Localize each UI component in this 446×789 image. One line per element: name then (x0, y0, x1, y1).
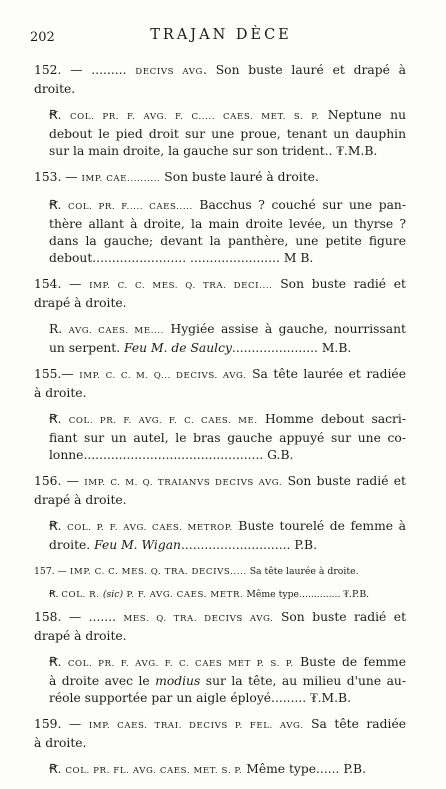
text-segment: . Son buste lauré et drapé à (203, 63, 406, 77)
text-line (34, 473, 406, 492)
text-segment: R. (49, 322, 69, 336)
text-line (49, 126, 406, 143)
text-line (49, 143, 406, 160)
text-segment: Même type.............. ₮.P.B. (243, 589, 370, 600)
text-line (34, 366, 406, 385)
reverse-description (34, 654, 406, 707)
text-segment: droite. (34, 82, 76, 96)
text-segment: à droite. (34, 386, 87, 400)
text-segment: Son buste radié et (282, 474, 406, 488)
text-segment: Bacchus ? couché sur une pan- (192, 198, 406, 212)
text-line (49, 340, 406, 357)
italic-text: Feu M. Wigan (94, 538, 181, 552)
text-segment: Buste de femme (293, 655, 406, 669)
text-segment: Son buste lauré à droite. (160, 170, 319, 184)
text-segment: un serpent. (49, 341, 125, 355)
text-line (34, 295, 406, 312)
text-line (49, 537, 406, 554)
reverse-description (34, 518, 406, 554)
text-line (49, 586, 406, 604)
running-title: TRAJAN DÈCE (150, 27, 292, 43)
legend-text: AVG. CAES. ME.... (68, 326, 165, 336)
legend-text: COL. PR. F. AVG. F. C. CAES MET P. S. P. (67, 659, 294, 669)
text-segment: dans la gauche; devant la panthère, une petite figure (49, 234, 406, 248)
text-segment: 154. — (34, 277, 90, 291)
legend-text: COL. PR. FL. AVG. CAES. MET. S. P. (65, 766, 243, 776)
text-line (49, 518, 406, 537)
text-segment: sur la tête, au milieu d'une au- (200, 674, 406, 688)
legend-text: IMP. C. C. M. Q... DECIVS. AVG. (79, 371, 247, 381)
text-line (49, 411, 406, 430)
text-segment: Hygiée assise à gauche, nourrissant (164, 322, 406, 336)
text-segment: Ꞧ. (49, 412, 69, 426)
text-line (34, 385, 406, 402)
text-segment: 152. — ......... (34, 63, 136, 77)
text-segment: à droite avec le (49, 674, 156, 688)
text-line (49, 690, 406, 707)
obverse-entry (34, 473, 406, 509)
text-line (49, 654, 406, 673)
text-line (49, 216, 406, 233)
legend-text: IMP. C. C. MES. Q. TRA. DECIVS..... (69, 567, 247, 577)
reverse-description (34, 321, 406, 357)
text-segment: drapé à droite. (34, 296, 127, 310)
text-line (34, 492, 406, 509)
text-segment: Même type...... P.B. (242, 762, 367, 776)
text-segment: Ꞧ. (49, 519, 68, 533)
legend-text: IMP. C. M. Q. TRAIANVS DECIVS AVG. (84, 478, 283, 488)
obverse-entry (34, 62, 406, 98)
obverse-entry (34, 169, 406, 188)
text-segment: Ꞧ. (49, 198, 69, 212)
text-segment: lonne.............................................. G.B. (49, 448, 294, 462)
text-segment: ...................... M.B. (231, 341, 352, 355)
legend-text: MES. Q. TRA. DECIVS AVG. (123, 614, 274, 624)
text-line (49, 430, 406, 447)
legend-text: IMP. CAE.......... (81, 174, 161, 184)
text-segment: Ꞧ. (49, 655, 68, 669)
text-segment: Sa tête laurée à droite. (246, 566, 359, 577)
text-line (49, 233, 406, 250)
text-segment: 158. — ....... (34, 610, 124, 624)
legend-text: COL. P. F. AVG. CAES. METROP. (67, 523, 233, 533)
page-number: 202 (30, 30, 55, 45)
text-segment: 159. — (34, 717, 89, 731)
reverse-description (34, 586, 406, 604)
text-line (49, 761, 406, 780)
italic-text: (sic) (102, 589, 124, 600)
text-line (34, 628, 406, 645)
text-line (49, 447, 406, 464)
text-line (49, 321, 406, 340)
catalogue-entries (34, 62, 406, 789)
text-line (49, 250, 406, 267)
text-line (34, 62, 406, 81)
text-segment: fiant sur un autel, le bras gauche appuyé sur une co- (49, 431, 406, 445)
text-line (34, 276, 406, 295)
text-segment: Sa tête laurée et radiée (246, 367, 406, 381)
text-segment: 156. — (34, 474, 85, 488)
text-segment: thère allant à droite, la main droite levée, un thyrse ? (49, 217, 406, 231)
text-segment: drapé à droite. (34, 629, 127, 643)
obverse-entry (34, 366, 406, 402)
legend-text: DECIVS AVG (135, 67, 204, 77)
text-segment: 155.— (34, 367, 80, 381)
text-segment: debout le pied droit sur une proue, tenant un dauphin (49, 127, 406, 141)
reverse-description (34, 411, 406, 464)
text-line (49, 107, 406, 126)
text-line (49, 197, 406, 216)
reverse-description (34, 197, 406, 267)
text-line (34, 169, 406, 188)
text-segment: Neptune nu (319, 108, 406, 122)
legend-text: COL. R. (61, 590, 103, 600)
text-segment: 157. — (34, 566, 70, 577)
text-segment: Ꞧ. (49, 108, 70, 122)
text-segment: Ꞧ. (49, 762, 66, 776)
text-segment: ............................ P.B. (180, 538, 317, 552)
legend-text: COL. PR. F..... CAES..... (68, 202, 193, 212)
reverse-description (34, 761, 406, 780)
italic-text: modius (155, 674, 201, 688)
text-line (34, 735, 406, 752)
text-segment: debout........................ ....................... M B. (49, 251, 314, 265)
obverse-entry (34, 716, 406, 752)
text-line (49, 673, 406, 690)
text-line (34, 716, 406, 735)
text-segment: sur la main droite, la gauche sur son trident.. ₮.M.B. (49, 144, 378, 158)
text-segment: Sa tête radiée (303, 717, 406, 731)
text-segment: Buste tourelé de femme à (232, 519, 406, 533)
obverse-entry (34, 276, 406, 312)
legend-text: COL. PR. F. AVG. F. C. CAES. ME. (68, 416, 258, 426)
legend-text: IMP. C. C. MES. Q. TRA. DECI.... (89, 281, 273, 291)
obverse-entry (34, 563, 406, 581)
text-line (34, 563, 406, 581)
text-segment: drapé à droite. (34, 493, 127, 507)
text-segment: droite. (49, 538, 95, 552)
legend-text: P. F. AVG. CAES. METR. (123, 590, 244, 600)
italic-text: Feu M. de Saulcy (124, 341, 232, 355)
legend-text: COL. PR. F. AVG. F. C..... CAES. MET. S. P. (69, 112, 320, 122)
obverse-entry (34, 609, 406, 645)
text-segment: Ꞧ. (49, 589, 62, 600)
text-line (34, 81, 406, 98)
reverse-description (34, 107, 406, 160)
text-segment: à droite. (34, 736, 87, 750)
legend-text: IMP. CAES. TRAI. DECIVS P. FEL. AVG. (88, 721, 304, 731)
text-segment: Son buste radié et (273, 610, 406, 624)
text-line (34, 609, 406, 628)
text-segment: Homme debout sacri- (257, 412, 406, 426)
running-header (30, 27, 412, 49)
text-segment: 153. — (34, 170, 82, 184)
text-segment: Son buste radié et (272, 277, 406, 291)
text-segment: réole supportée par un aigle éployé......... ₮.M.B. (49, 691, 351, 705)
